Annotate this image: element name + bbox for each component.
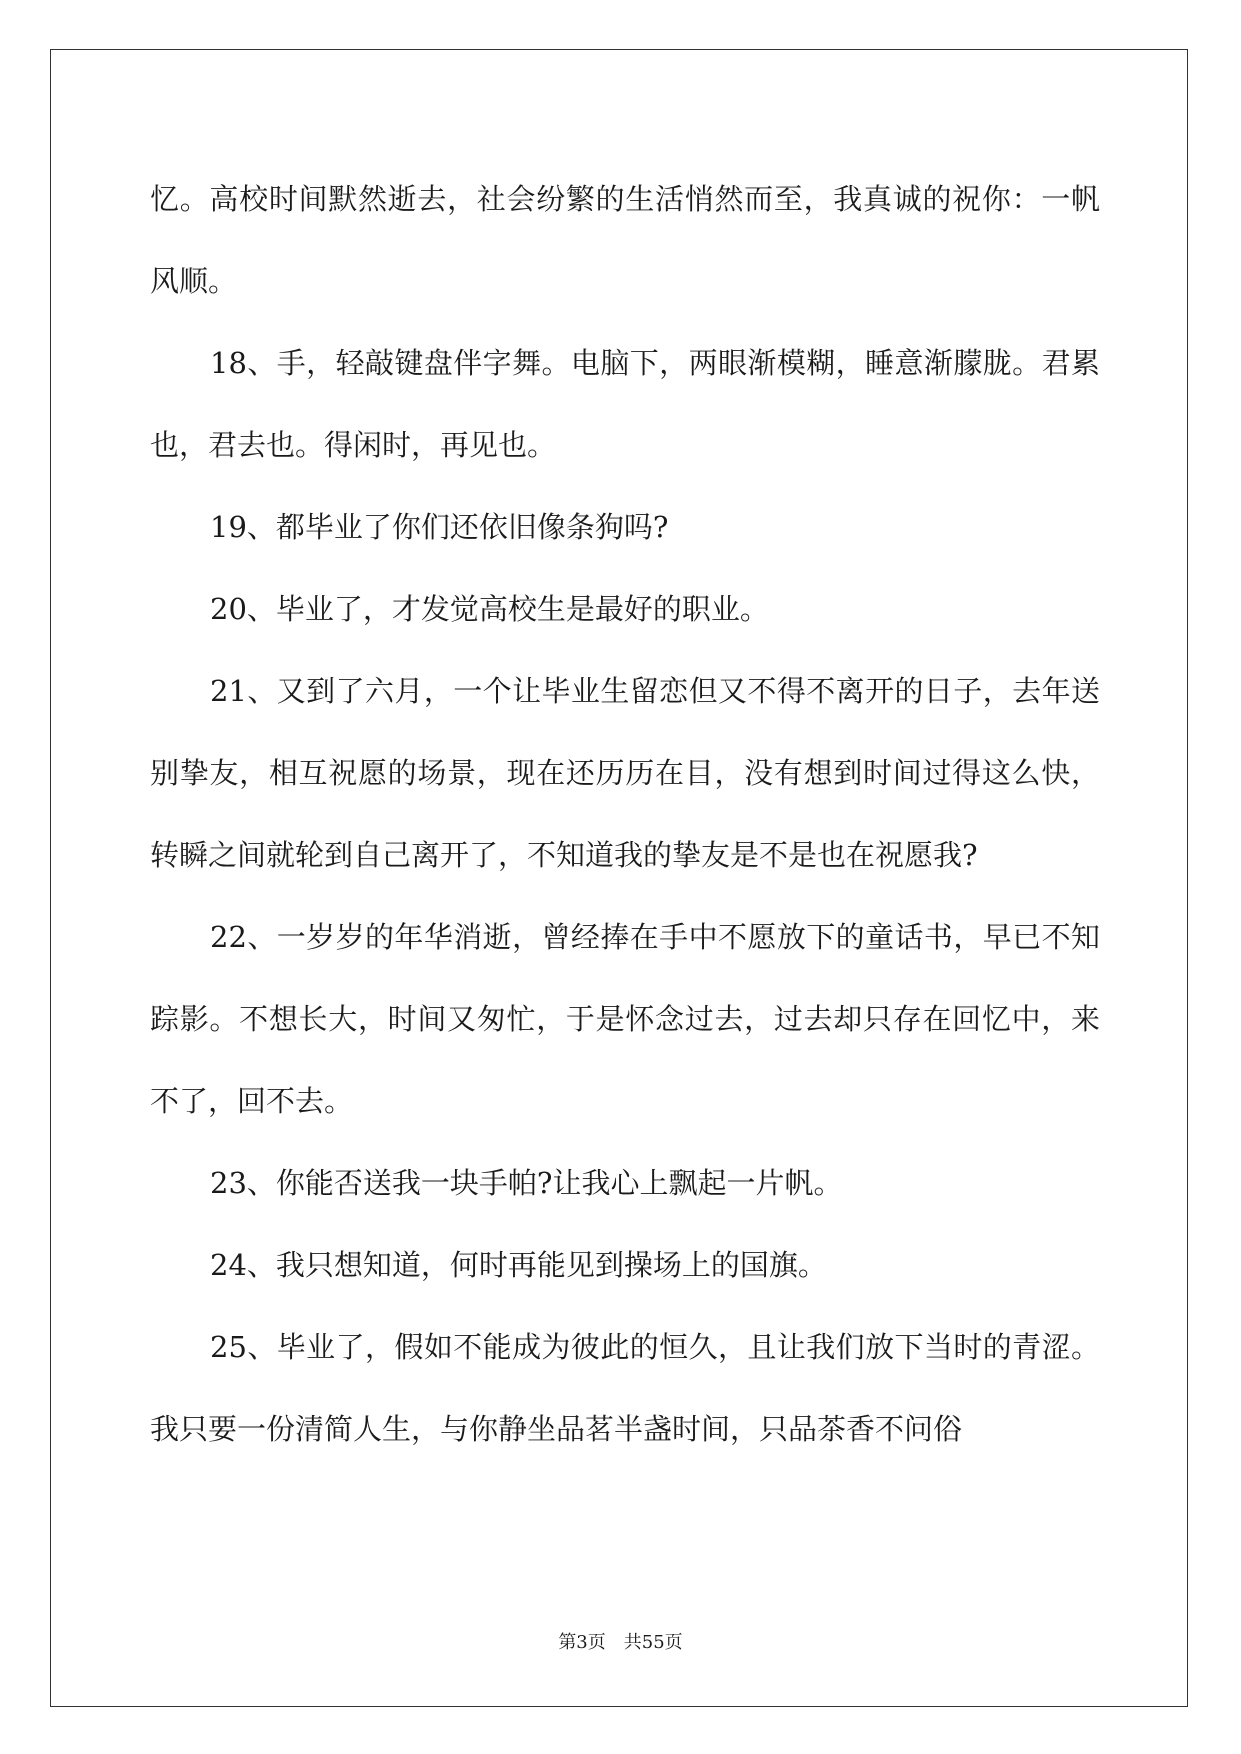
paragraph-19: 19、都毕业了你们还依旧像条狗吗? [210,510,669,544]
page-number: 第3页 [558,1632,606,1653]
page-footer [0,1628,1241,1654]
paragraph-18: 18、手，轻敲键盘伴字舞。电脑下，两眼渐模糊，睡意渐朦胧。君累也，君去也。得闲时，再见也。 [150,346,1100,462]
paragraph-continuation: 忆。高校时间默然逝去，社会纷繁的生活悄然而至，我真诚的祝你：一帆风顺。 [150,182,1100,298]
paragraph-20: 20、毕业了，才发觉高校生是最好的职业。 [210,592,769,626]
paragraph-25: 25、毕业了，假如不能成为彼此的恒久，且让我们放下当时的青涩。我只要一份清简人生，与你静坐品茗半盏时间，只品茶香不问俗 [150,1330,1100,1446]
paragraph-23: 23、你能否送我一块手帕?让我心上飘起一片帆。 [210,1166,843,1200]
paragraph-24: 24、我只想知道，何时再能见到操场上的国旗。 [210,1248,827,1282]
page-total: 共55页 [623,1632,683,1653]
paragraph-21: 21、又到了六月，一个让毕业生留恋但又不得不离开的日子，去年送别挚友，相互祝愿的场景，现在还历历在目，没有想到时间过得这么快，转瞬之间就轮到自己离开了，不知道我的挚友是不是也在祝愿我? [150,674,1100,872]
document-body [150,158,1100,1470]
paragraph-22: 22、一岁岁的年华消逝，曾经捧在手中不愿放下的童话书，早已不知踪影。不想长大，时间又匆忙，于是怀念过去，过去却只存在回忆中，来不了，回不去。 [150,920,1100,1118]
